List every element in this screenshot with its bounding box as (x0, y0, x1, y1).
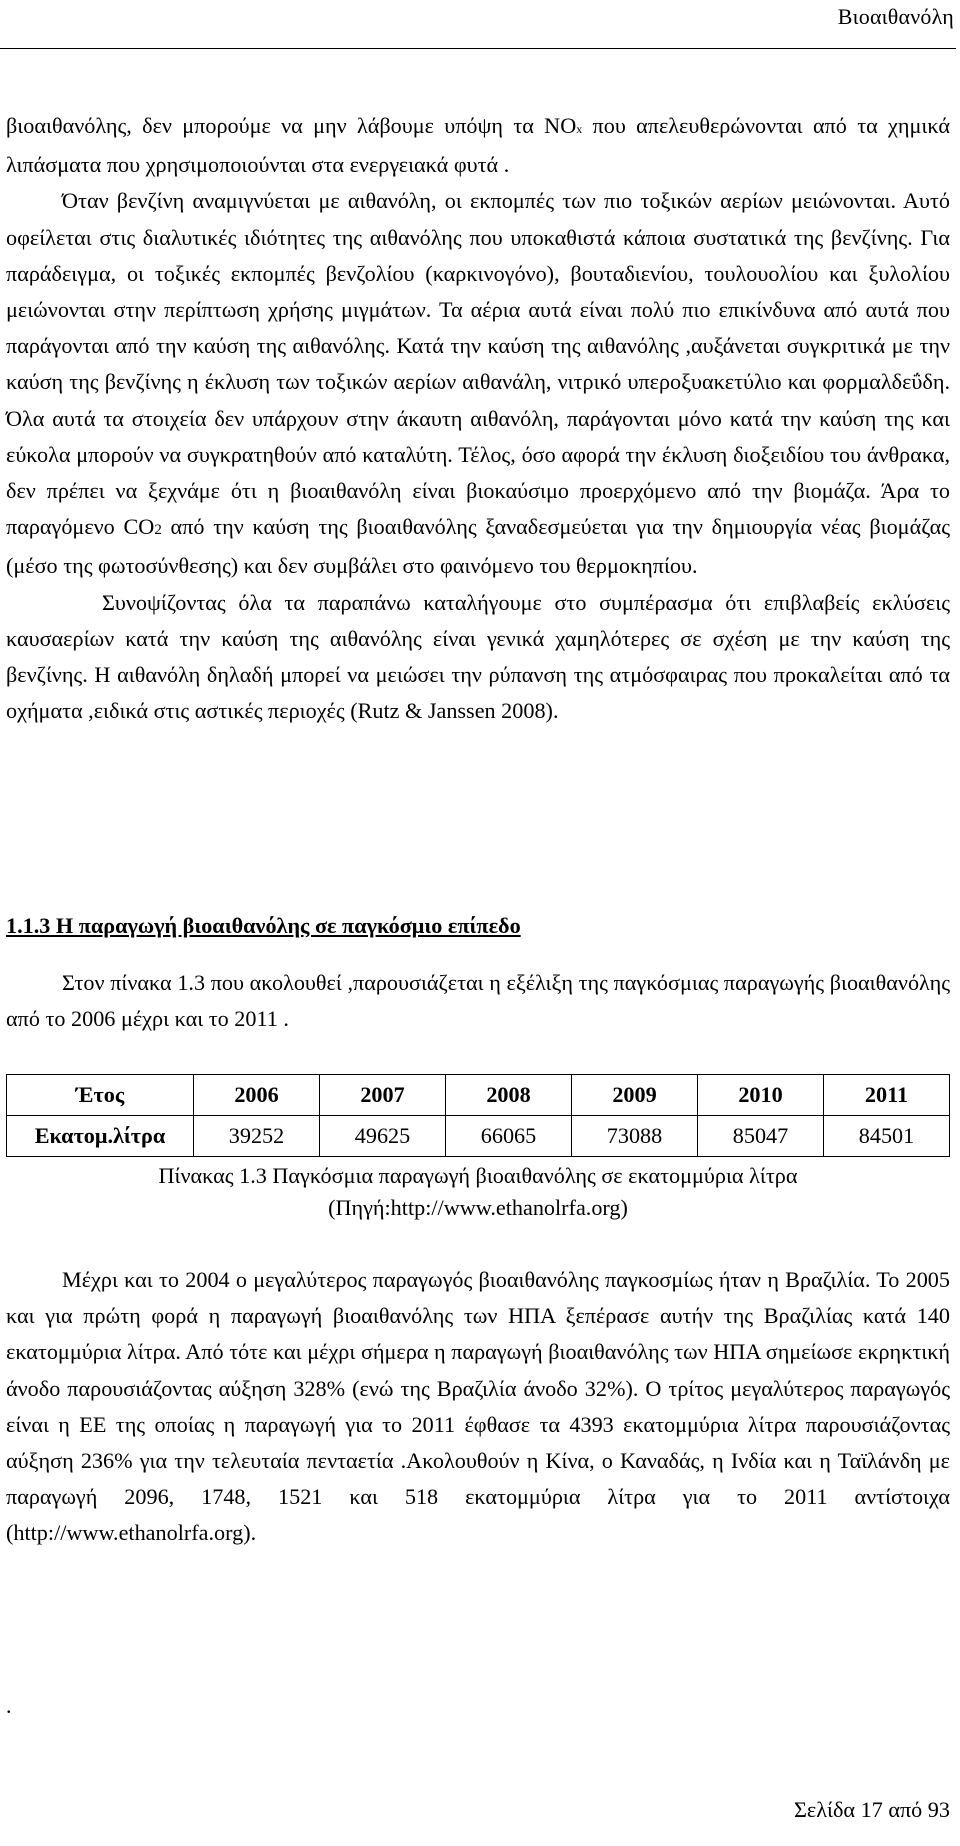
table-value-cell: 84501 (824, 1116, 950, 1157)
table-year-cell: 2008 (446, 1075, 572, 1116)
table-header-row (7, 1075, 950, 1116)
table-intro: Στον πίνακα 1.3 που ακολουθεί ,παρουσιάζεται η εξέλιξη της παγκόσμιας παραγωγής βιοαιθανόλης από το 2006 μέχρι και το 2011 . (6, 970, 950, 1032)
page-number: Σελίδα 17 από 93 (794, 1797, 950, 1822)
table-value-cell: 39252 (194, 1116, 320, 1157)
table-year-cell: 2010 (698, 1075, 824, 1116)
table-caption (6, 1160, 950, 1224)
table-year-cell: 2011 (824, 1075, 950, 1116)
table-value-cell: 73088 (572, 1116, 698, 1157)
caption-source: (Πηγή:http://www.ethanolrfa.org) (328, 1195, 628, 1220)
table-year-cell: 2006 (194, 1075, 320, 1116)
running-header: Βιοαιθανόλη (837, 4, 954, 29)
paragraph-nox: βιοαιθανόλης, δεν μπορούμε να μην λάβουμε υπόψη τα NOx που απελευθερώνονται από τα χημικά λιπάσματα που χρησιμοποιούνται στα ενεργειακά φυτά . (6, 113, 950, 178)
body-text (6, 108, 950, 729)
production-table (6, 1074, 950, 1157)
table-row (7, 1116, 950, 1157)
table-value-cell: 49625 (320, 1116, 446, 1157)
table-value-cell: 66065 (446, 1116, 572, 1157)
table-value-cell: 85047 (698, 1116, 824, 1157)
table-year-cell: 2009 (572, 1075, 698, 1116)
paragraph-emissions: Όταν βενζίνη αναμιγνύεται με αιθανόλη, οι εκπομπές των πιο τοξικών αερίων μειώνονται. Αυτό οφείλεται στις διαλυτικές ιδιότητες της αιθανόλης που υποκαθιστά κάποια συστατικά της βενζίνης. Για παράδειγμα, οι τοξικές εκπομπές βενζολίου (καρκινογόνο), βουταδιενίου, τουλουολίου και ξυλολίου μειώνονται στην περίπτωση χρήσης μιγμάτων. Τα αέρια αυτά είναι πολύ πιο επικίνδυνα από αυτά που παράγονται από την καύση της αιθανόλης. Κατά την καύση της αιθανόλης ,αυξάνεται συγκριτικά με την καύση της βενζίνης η έκλυση των τοξικών αερίων αιθανάλη, νιτρικό υπεροξυακετύλιο και φορμαλδεΰδη. Όλα αυτά τα στοιχεία δεν υπάρχουν στην άκαυτη αιθανόλη, παράγονται μόνο κατά την καύση της και εύκολα μπορούν να συγκρατηθούν από καταλύτη. Τέλος, όσο αφορά την έκλυση διοξειδίου του άνθρακα, δεν πρέπει να ξεχνάμε ότι η βιοαιθανόλη είναι βιοκαύσιμο προερχόμενο από την βιομάζα. Άρα το παραγόμενο CO2 από την καύση της βιοαιθανόλης ξαναδεσμεύεται για την δημιουργία νέας βιομάζας (μέσο της φωτοσύνθεσης) και δεν συμβάλει στο φαινόμενο του θερμοκηπίου. (6, 188, 950, 579)
trailing-dot: . (6, 1693, 12, 1718)
paragraph-summary: Συνοψίζοντας όλα τα παραπάνω καταλήγουμε στο συμπέρασμα ότι επιβλαβείς εκλύσεις καυσαερίων κατά την καύση της αιθανόλης είναι γενικά χαμηλότερες σε σχέση με την καύση της βενζίνης. Η αιθανόλη δηλαδή μπορεί να μειώσει την ρύπανση της ατμόσφαιρας που προκαλείται από τα οχήματα ,ειδικά στις αστικές περιοχές (Rutz & Janssen 2008). (6, 589, 950, 724)
table-row-header-value: Εκατομ.λίτρα (7, 1116, 194, 1157)
body-text-production (6, 1262, 950, 1552)
section-title: 1.1.3 Η παραγωγή βιοαιθανόλης σε παγκόσμιο επίπεδο (6, 913, 521, 938)
table-year-cell: 2007 (320, 1075, 446, 1116)
caption-title: Πίνακας 1.3 Παγκόσμια παραγωγή βιοαιθανόλης σε εκατομμύρια λίτρα (158, 1163, 798, 1188)
header-rule (0, 48, 956, 49)
table-row-header-year: Έτος (7, 1075, 194, 1116)
paragraph-producers: Μέχρι και το 2004 ο μεγαλύτερος παραγωγός βιοαιθανόλης παγκοσμίως ήταν η Βραζιλία. Το 2005 και για πρώτη φορά η παραγωγή βιοαιθανόλης των ΗΠΑ ξεπέρασε αυτήν της Βραζιλίας κατά 140 εκατομμύρια λίτρα. Από τότε και μέχρι σήμερα η παραγωγή βιοαιθανόλης των ΗΠΑ σημείωσε εκρηκτική άνοδο παρουσιάζοντας αύξηση 328% (ενώ της Βραζιλία άνοδο 32%). Ο τρίτος μεγαλύτερος παραγωγός είναι η ΕΕ της οποίας η παραγωγή για το 2011 έφθασε τα 4393 εκατομμύρια λίτρα παρουσιάζοντας αύξηση 236% για την τελευταία πενταετία .Ακολουθούν η Κίνα, ο Καναδάς, η Ινδία και η Ταϊλάνδη με παραγωγή 2096, 1748, 1521 και 518 εκατομμύρια λίτρα για το 2011 αντίστοιχα (http://www.ethanolrfa.org). (6, 1267, 950, 1546)
